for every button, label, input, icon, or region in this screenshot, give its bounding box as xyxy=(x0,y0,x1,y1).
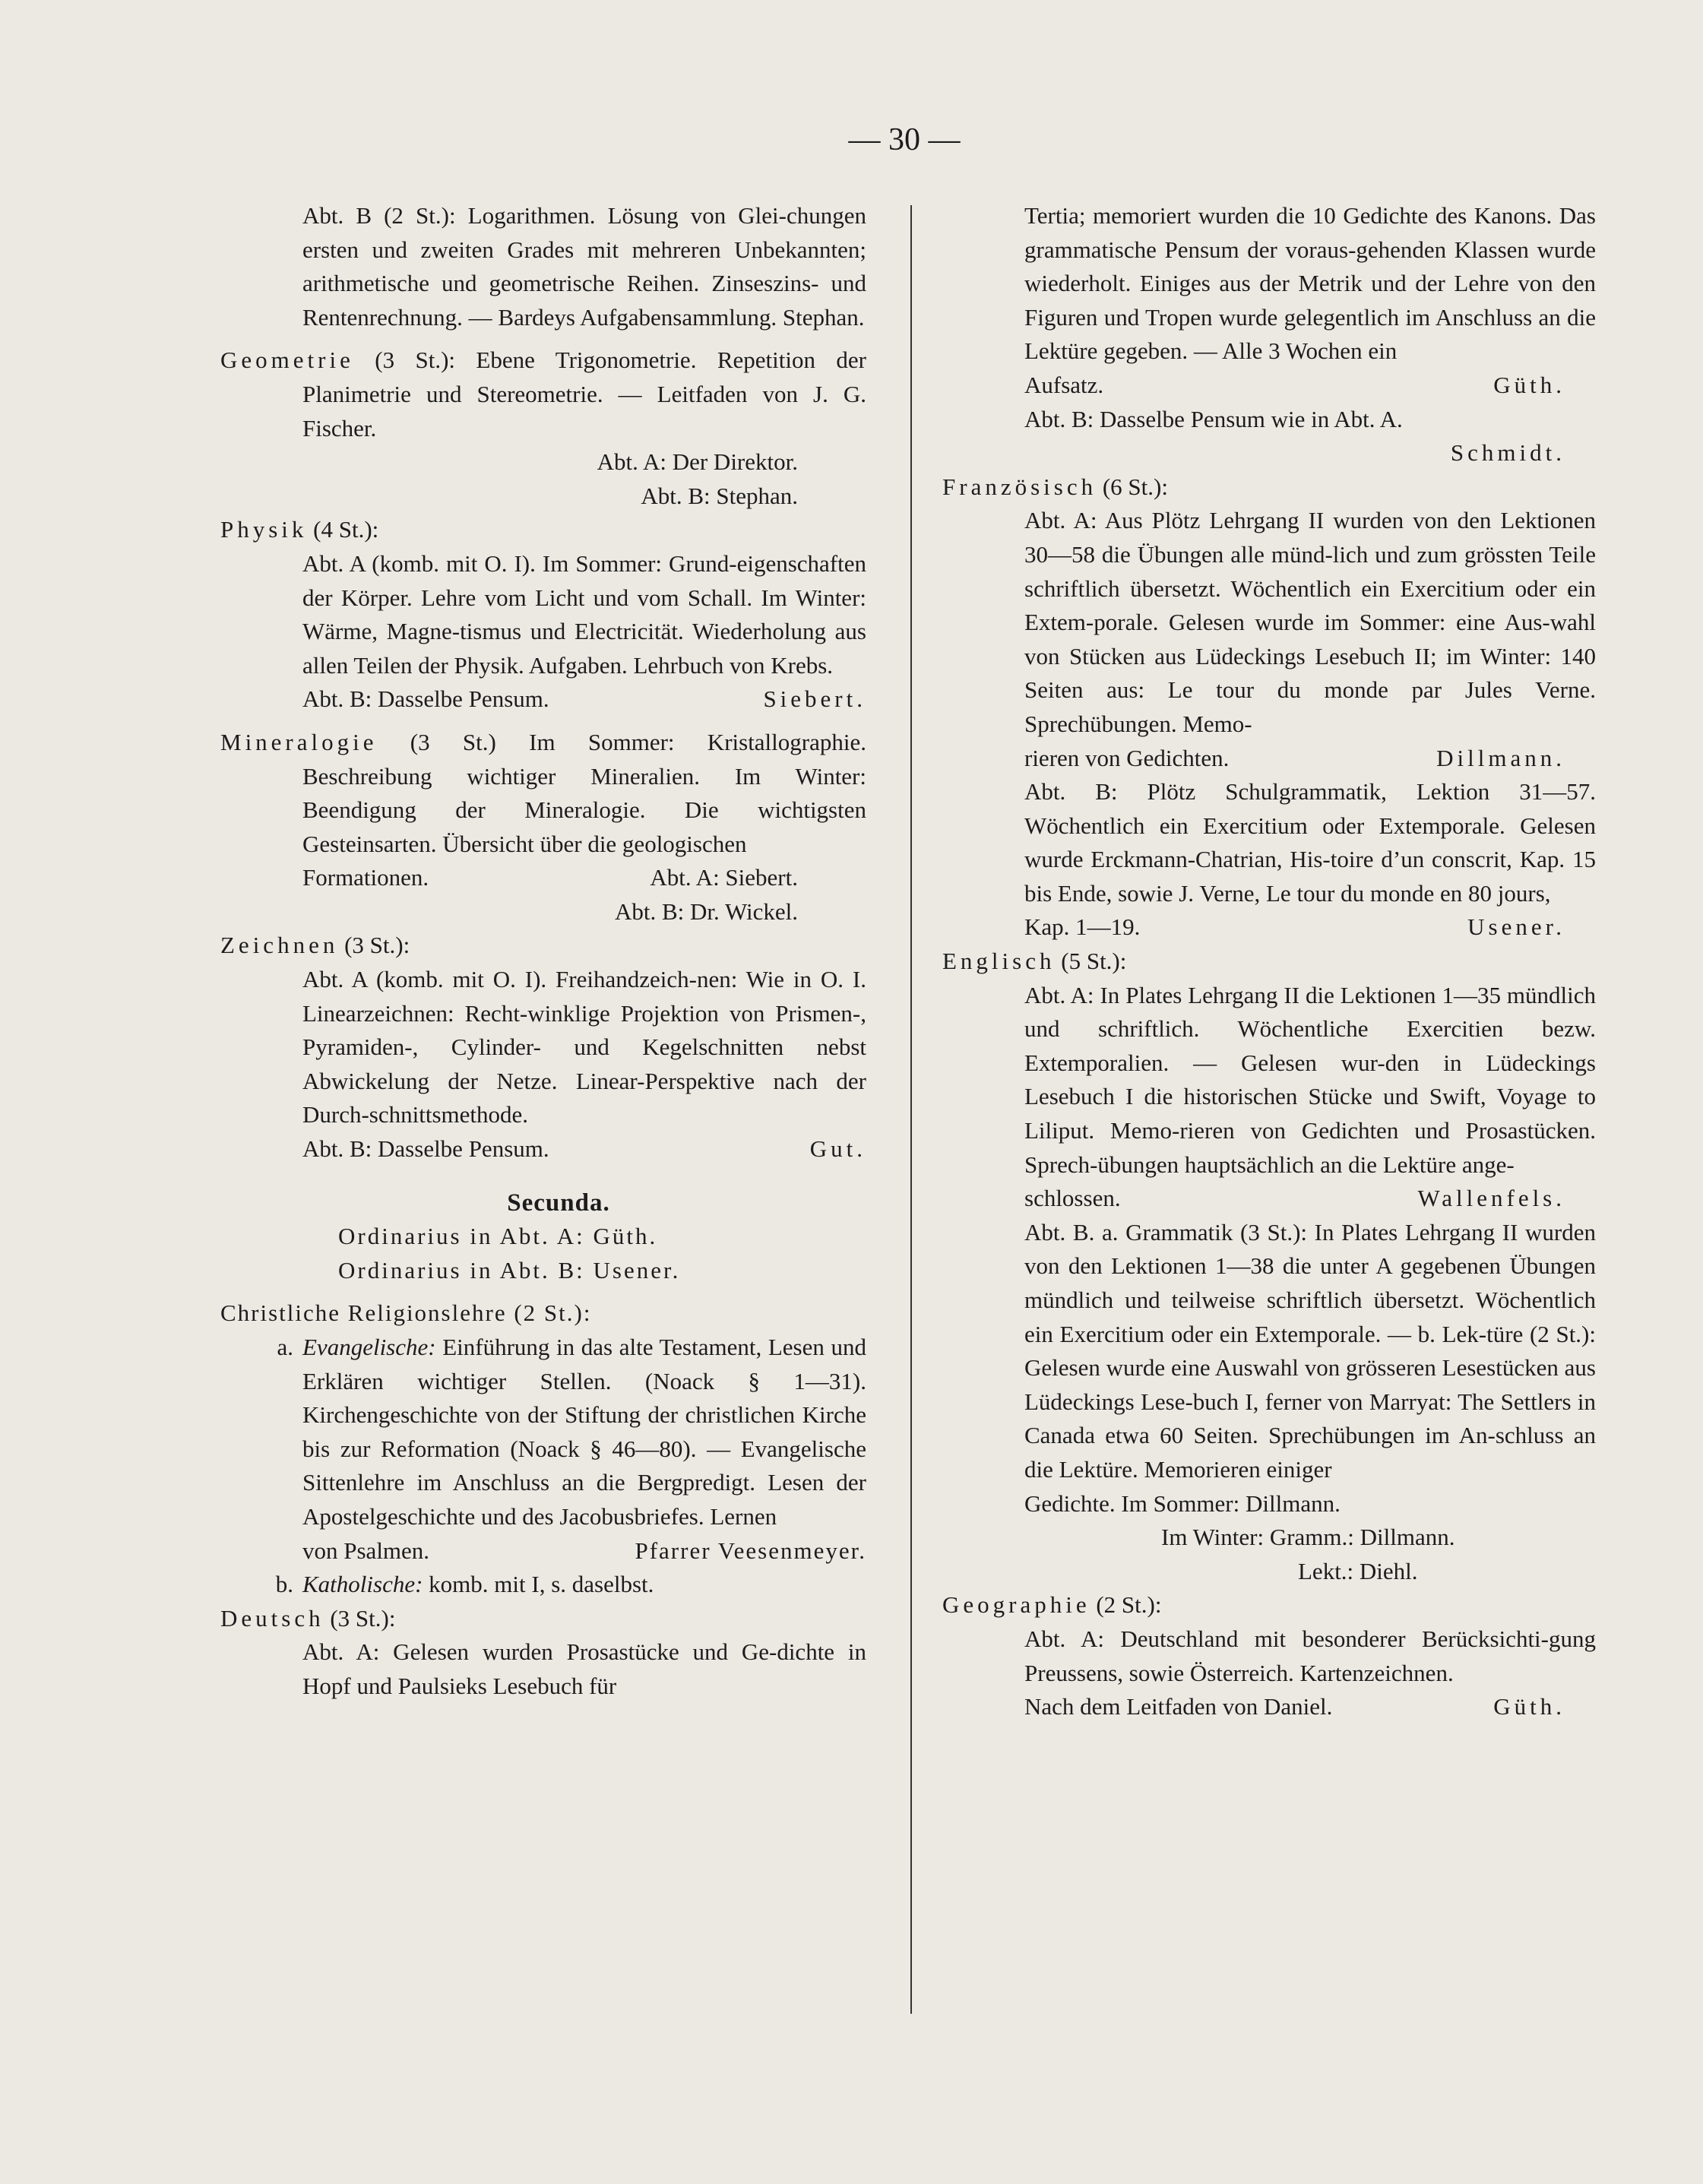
zeichnen-heading: Zeichnen xyxy=(220,932,339,959)
religion-b-text: komb. mit I, s. daselbst. xyxy=(423,1571,654,1598)
deutsch-abt-a: Abt. A: Gelesen wurden Prosastücke und Ge-dichte in Hopf und Paulsieks Lesebuch für xyxy=(302,1638,866,1699)
geometrie-abt-a: Abt. A: Der Direktor. xyxy=(597,448,798,476)
geo-heading-rest: (2 St.): xyxy=(1090,1591,1162,1619)
religion-a-emphasis: Evangelische: xyxy=(302,1334,436,1360)
religion-a-label: a. xyxy=(277,1334,293,1360)
engl-abt-b: Abt. B. a. Grammatik (3 St.): In Plates Lehrgang II wurden von den Lektionen 1—38 die unter A gegebenen Übungen mündlich und teilweise schriftlich übersetzt. Wöchentlich ein Exercitium oder ein Extemporale. — b. Lek-türe (2 St.): Gelesen wurde eine Auswahl von grösseren Lesestücken aus Lüdeckings Lese-buch I, ferner von Marryat: The Settlers in Canada etwa 60 Seiten. Sprechübungen im An-schluss an die Lektüre. Memorieren einiger xyxy=(1024,1218,1596,1483)
religion-b xyxy=(220,1568,866,1602)
mineralogie-text: (3 St.) Im Sommer: Kristallographie. Beschreibung wichtiger Mineralien. Im Winter: Beendigung der Mineralogie. Die wichtigsten Gesteinsarten. Übersicht über die geologischen xyxy=(302,728,866,857)
mineralogie-heading: Mineralogie xyxy=(220,728,378,755)
geo-heading-line xyxy=(942,1588,1596,1622)
zeichnen-heading-line xyxy=(220,929,866,963)
mineralogie-abt-a: Abt. A: Siebert. xyxy=(650,864,798,891)
geo-teacher: Güth. xyxy=(1493,1693,1565,1720)
deutsch-aufsatz-row xyxy=(942,369,1596,403)
engl-abt-b-last: Gedichte. Im Sommer: Dillmann. xyxy=(1024,1489,1341,1517)
column-divider xyxy=(910,205,912,2014)
physik-teacher: Siebert. xyxy=(763,685,866,713)
physik-abt-a: Abt. A (komb. mit O. I). Im Sommer: Grund-eigenschaften der Körper. Lehre vom Licht und vom Schall. Im Winter: Wärme, Magne-tismus und Electricität. Wiederholung aus allen Teilen der Physik. Aufgaben. Lehrbuch von Krebs. xyxy=(302,549,866,679)
geometrie-text: (3 St.): Ebene Trigonometrie. Repetition der Planimetrie und Stereometrie. — Leitfaden von J. G. Fischer. xyxy=(302,347,866,442)
religion-b-body xyxy=(302,1568,866,1602)
zeichnen-abt-b: Abt. B: Dasselbe Pensum. xyxy=(302,1135,549,1163)
engl-teacher-a: Wallenfels. xyxy=(1417,1185,1565,1212)
religion-a-body xyxy=(302,1331,866,1568)
physik-heading-line xyxy=(220,513,866,547)
ordinarius-b: Ordinarius in Abt. B: Usener. xyxy=(338,1256,681,1283)
franz-abt-b-last: Kap. 1—19. xyxy=(1024,913,1141,941)
physik-abt-b-row xyxy=(220,682,866,717)
deutsch-aufsatz: Aufsatz. xyxy=(1024,371,1104,398)
engl-heading-rest: (5 St.): xyxy=(1055,948,1127,975)
religion-a-teacher: Pfarrer Veesenmeyer. xyxy=(635,1537,866,1564)
mineralogie-formationen: Formationen. xyxy=(302,864,429,891)
ordinarius-a: Ordinarius in Abt. A: Güth. xyxy=(338,1223,658,1250)
franz-abt-a-last: rieren von Gedichten. xyxy=(1024,744,1230,771)
religion-a xyxy=(220,1331,866,1568)
deutsch-teacher-a: Güth. xyxy=(1493,371,1565,398)
deutsch-heading: Deutsch xyxy=(220,1604,324,1632)
franz-heading-rest: (6 St.): xyxy=(1097,473,1168,500)
engl-heading: Englisch xyxy=(942,948,1056,975)
franz-heading-line xyxy=(942,470,1596,505)
deutsch-heading-line xyxy=(220,1602,866,1636)
mineralogie-abt-b: Abt. B: Dr. Wickel. xyxy=(615,897,798,925)
geo-heading: Geographie xyxy=(942,1591,1090,1619)
religion-b-label: b. xyxy=(275,1571,293,1598)
franz-teacher-a: Dillmann. xyxy=(1436,744,1565,771)
zeichnen-heading-rest: (3 St.): xyxy=(338,932,410,959)
deutsch-teacher-b: Schmidt. xyxy=(1450,439,1565,467)
religion-a-last: von Psalmen. xyxy=(302,1537,430,1564)
zeichnen-teacher: Gut. xyxy=(809,1135,866,1163)
engl-abt-a: Abt. A: In Plates Lehrgang II die Lektionen 1—35 mündlich und schriftlich. Wöchentliche Exercitien bezw. Extemporalien. — Gelesen wur-den in Lüdeckings Lesebuch I die historischen Stücke und Swift, Voyage to Liliput. Memo-rieren von Gedichten und Prosastücken. Sprech-übungen hauptsächlich an die Lektüre ange- xyxy=(1024,981,1596,1178)
engl-abt-b-winter: Im Winter: Gramm.: Dillmann. xyxy=(1161,1524,1455,1551)
franz-heading: Französisch xyxy=(942,473,1097,500)
religion-heading: Christliche Religionslehre (2 St.): xyxy=(220,1299,592,1327)
franz-teacher-b: Usener. xyxy=(1467,913,1565,941)
franz-abt-b: Abt. B: Plötz Schulgrammatik, Lektion 31—57. Wöchentlich ein Exercitium oder Extemporale. Gelesen wurde Erckmann-Chatrian, His-toire d’un conscrit, Kap. 15 bis Ende, sowie J. Verne, Le tour du monde en 80 jours, xyxy=(1024,778,1596,907)
page-number: — 30 — xyxy=(848,122,961,157)
engl-heading-line xyxy=(942,945,1596,979)
geo-abt-a-last: Nach dem Leitfaden von Daniel. xyxy=(1024,1693,1333,1720)
geometrie-abt-b: Abt. B: Stephan. xyxy=(641,482,798,509)
math-abt-b: Abt. B (2 St.): Logarithmen. Lösung von Glei-chungen ersten und zweiten Grades mit mehreren Unbekannten; arithmetische und geometrische Reihen. Zinseszins- und Rentenrechnung. — Bardeys Aufgabensammlung. Stephan. xyxy=(302,202,866,331)
right-column xyxy=(942,199,1596,1724)
engl-abt-a-last: schlossen. xyxy=(1024,1185,1121,1212)
franz-abt-a: Abt. A: Aus Plötz Lehrgang II wurden von den Lektionen 30—58 die Übungen alle münd-lich und zum grössten Teile schriftlich übersetzt. Wöchentlich ein Exercitium oder ein Extem-porale. Gelesen wurde im Sommer: eine Aus-wahl von Stücken aus Lüdeckings Lesebuch II; im Winter: 140 Seiten aus: Le tour du monde par Jules Verne. Sprechübungen. Memo- xyxy=(1024,507,1596,737)
geometrie-section xyxy=(220,343,866,445)
religion-a-last-row xyxy=(302,1534,866,1568)
geo-abt-a-last-row xyxy=(942,1690,1596,1724)
geo-abt-a: Abt. A: Deutschland mit besonderer Berücksichti-gung Preussens, sowie Österreich. Kartenzeichnen. xyxy=(1024,1625,1596,1686)
engl-abt-b-lekt: Lekt.: Diehl. xyxy=(1298,1557,1418,1584)
mineralogie-abt-a-row xyxy=(220,861,866,895)
deutsch-heading-rest: (3 St.): xyxy=(324,1604,396,1632)
secunda-heading: Secunda. xyxy=(507,1189,610,1217)
zeichnen-abt-a: Abt. A (komb. mit O. I). Freihandzeich-nen: Wie in O. I. Linearzeichnen: Recht-winklige Projektion von Prismen-, Pyramiden-, Cylinder- und Kegelschnitten nebst Abwickelung der Netze. Linear-Perspektive nach der Durch-schnittsmethode. xyxy=(302,966,866,1128)
engl-abt-a-last-row xyxy=(942,1182,1596,1216)
physik-heading-rest: (4 St.): xyxy=(307,516,379,543)
left-column xyxy=(220,199,866,1704)
physik-abt-b: Abt. B: Dasselbe Pensum. xyxy=(302,685,549,713)
religion-b-emphasis: Katholische: xyxy=(302,1571,423,1598)
franz-abt-a-last-row xyxy=(942,742,1596,776)
mineralogie-section xyxy=(220,726,866,861)
geometrie-heading: Geometrie xyxy=(220,347,354,374)
physik-heading: Physik xyxy=(220,516,308,543)
religion-a-text: Einführung in das alte Testament, Lesen und Erklären wichtiger Stellen. (Noack § 1—31). Kirchengeschichte von der Stiftung der christlichen Kirche bis zur Reformation (Noack § 46—80). — Evangelische Sittenlehre im Anschluss an die Bergpredigt. Lesen der Apostelgeschichte und des Jacobusbriefes. Lernen xyxy=(302,1334,866,1530)
franz-abt-b-last-row xyxy=(942,910,1596,945)
zeichnen-abt-b-row xyxy=(220,1132,866,1166)
deutsch-abt-b: Abt. B: Dasselbe Pensum wie in Abt. A. xyxy=(1024,405,1403,432)
deutsch-continued: Tertia; memoriert wurden die 10 Gedichte des Kanons. Das grammatische Pensum der voraus-gehenden Klassen wurde wiederholt. Einiges aus der Metrik und der Lehre von den Figuren und Tropen wurde gelegentlich im Anschluss an die Lektüre gegeben. — Alle 3 Wochen ein xyxy=(1024,202,1596,365)
